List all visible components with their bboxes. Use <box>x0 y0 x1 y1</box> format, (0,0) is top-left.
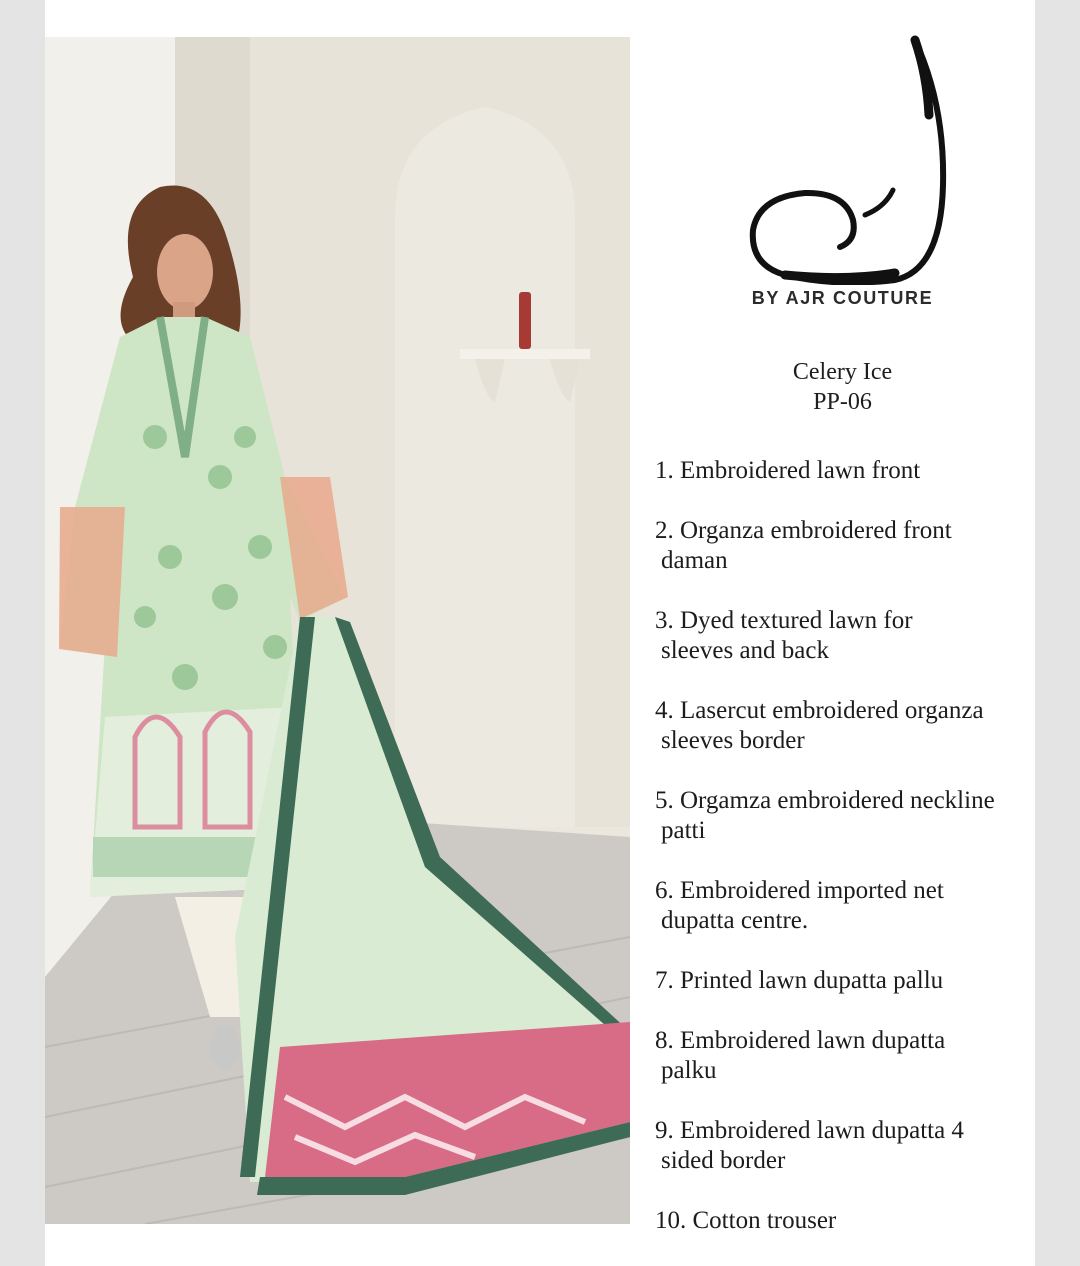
product-code: PP-06 <box>813 389 872 415</box>
feature-text: 10. Cotton trouser <box>655 1207 837 1234</box>
feature-text-continued: patti <box>661 817 706 844</box>
feature-item <box>655 1116 1035 1176</box>
feature-text-continued: sleeves and back <box>661 637 829 664</box>
feature-text: 9. Embroidered lawn dupatta 4 <box>655 1117 964 1144</box>
feature-text: 3. Dyed textured lawn for <box>655 607 913 634</box>
feature-text-continued: palku <box>661 1057 717 1084</box>
feature-item <box>655 966 1035 996</box>
feature-text: 1. Embroidered lawn front <box>655 457 921 484</box>
feature-item <box>655 876 1035 936</box>
product-name: Celery Ice <box>792 359 893 385</box>
feature-item <box>655 516 1035 576</box>
feature-text-continued: daman <box>661 547 728 574</box>
feature-text: 2. Organza embroidered front <box>655 517 952 544</box>
feature-text: 8. Embroidered lawn dupatta <box>655 1027 946 1054</box>
feature-item <box>655 1206 1035 1236</box>
feature-text: 4. Lasercut embroidered organza <box>655 697 984 724</box>
brand-tagline: BY AJR COUTURE <box>751 288 934 308</box>
feature-text-continued: sided border <box>661 1147 786 1174</box>
feature-text: 6. Embroidered imported net <box>655 877 944 904</box>
feature-item <box>655 1026 1035 1086</box>
model-photo <box>45 37 630 1224</box>
feature-text: 7. Printed lawn dupatta pallu <box>655 967 944 994</box>
details-panel <box>630 0 1035 1266</box>
feature-text-continued: dupatta centre. <box>661 907 809 934</box>
feature-text: 5. Orgamza embroidered neckline <box>655 787 995 814</box>
product-card <box>45 0 1035 1266</box>
feature-item <box>655 696 1035 756</box>
feature-item <box>655 786 1035 846</box>
feature-item <box>655 606 1035 666</box>
calligraphic-alif-logo <box>745 35 955 285</box>
feature-item <box>655 456 1035 486</box>
feature-text-continued: sleeves border <box>661 727 805 754</box>
